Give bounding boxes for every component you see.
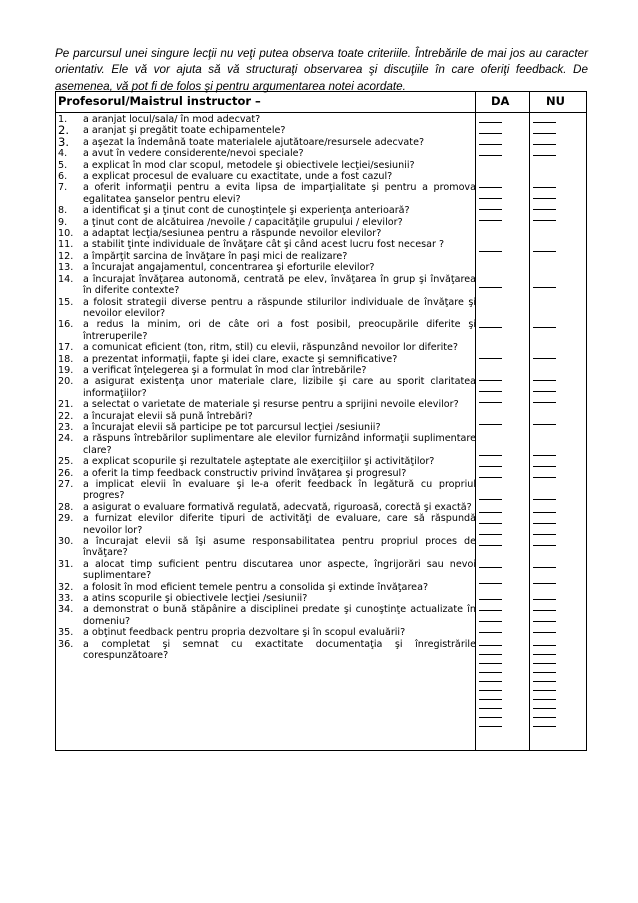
- da-answer-blank[interactable]: [479, 523, 502, 524]
- criterion-text: a obţinut feedback pentru propria dezvoltare şi în scopul evaluării?: [83, 627, 406, 639]
- nu-answer-blank[interactable]: [533, 610, 556, 611]
- nu-answer-blank[interactable]: [533, 251, 556, 252]
- criterion-row: [56, 559, 476, 582]
- criterion-text: a selectat o varietate de materiale şi resurse pentru a sprijini nevoile elevilor?: [83, 399, 459, 411]
- criterion-text: a împărţit sarcina de învăţare în paşi mici de realizare?: [83, 250, 348, 262]
- da-answer-blank[interactable]: [479, 187, 502, 188]
- criterion-row: [56, 262, 476, 273]
- criterion-number: 14.: [58, 273, 74, 285]
- da-answer-blank[interactable]: [479, 699, 502, 700]
- da-answer-blank[interactable]: [479, 220, 502, 221]
- da-answer-blank[interactable]: [479, 610, 502, 611]
- criterion-number: 32.: [58, 581, 74, 593]
- criterion-number: 4.: [58, 148, 68, 160]
- nu-answer-blank[interactable]: [533, 209, 556, 210]
- criterion-number: 30.: [58, 536, 74, 548]
- table-header-da: DA: [491, 94, 510, 108]
- criterion-number: 7.: [58, 182, 68, 194]
- nu-answer-blank[interactable]: [533, 477, 556, 478]
- criterion-number: 36.: [58, 638, 74, 650]
- header-divider: [56, 112, 586, 113]
- criterion-text: a folosit în mod eficient temele pentru a consolida şi extinde învăţarea?: [83, 581, 429, 593]
- criterion-number: 20.: [58, 376, 74, 388]
- criteria-table: [55, 91, 587, 751]
- da-answer-blank[interactable]: [479, 133, 502, 134]
- criterion-text: a asigurat existenţa unor materiale clare, lizibile şi care au sporit claritatea informaţiilor?: [83, 376, 476, 399]
- nu-answer-blank[interactable]: [533, 534, 556, 535]
- criterion-number: 2.: [58, 123, 70, 138]
- criterion-text: a furnizat elevilor diferite tipuri de activităţi de evaluare, care să răspundă nevoilor lor?: [83, 513, 476, 536]
- criterion-number: 22.: [58, 410, 74, 422]
- criterion-number: 3.: [58, 134, 70, 149]
- criterion-text: a verificat înţelegerea şi a formulat în mod clar întrebările?: [83, 364, 367, 376]
- criterion-row: [56, 365, 476, 376]
- nu-answer-blank[interactable]: [533, 327, 556, 328]
- nu-answer-blank[interactable]: [533, 220, 556, 221]
- criterion-number: 25.: [58, 456, 74, 468]
- criterion-number: 33.: [58, 593, 74, 605]
- nu-answer-blank[interactable]: [533, 699, 556, 700]
- criterion-number: 12.: [58, 250, 74, 262]
- criterion-text: a stabilit ţinte individuale de învăţare cât şi când acest lucru fost necesar ?: [83, 239, 445, 251]
- criterion-row: [56, 217, 476, 228]
- criterion-text: a completat şi semnat cu exactitate documentaţia şi înregistrările corespunzătoare?: [83, 638, 476, 662]
- criterion-number: 9.: [58, 216, 68, 228]
- da-answer-blank[interactable]: [479, 198, 502, 199]
- criteria-list: [56, 114, 476, 662]
- da-answer-blank[interactable]: [479, 708, 502, 709]
- criterion-number: 17.: [58, 342, 74, 354]
- da-answer-blank[interactable]: [479, 621, 502, 622]
- criterion-number: 29.: [58, 513, 74, 525]
- da-answer-blank[interactable]: [479, 402, 502, 403]
- criterion-number: 11.: [58, 239, 74, 251]
- criterion-row: [56, 604, 476, 627]
- criterion-row: [56, 433, 476, 456]
- criterion-text: a folosit strategii diverse pentru a răspunde stilurilor individuale de învăţare şi nevoilor elevilor?: [83, 296, 476, 319]
- da-answer-blank[interactable]: [479, 209, 502, 210]
- criterion-text: a încurajat angajamentul, concentrarea şi eforturile elevilor?: [83, 262, 375, 274]
- da-answer-blank[interactable]: [479, 632, 502, 633]
- criterion-text: a comunicat eficient (ton, ritm, stil) cu elevii, răspunzând nevoilor lor diferite?: [83, 342, 458, 354]
- criterion-row: [56, 354, 476, 365]
- criterion-row: [56, 627, 476, 638]
- criterion-text: a răspuns întrebărilor suplimentare ale elevilor furnizând informaţii suplimentare clare?: [83, 433, 476, 456]
- criterion-number: 26.: [58, 467, 74, 479]
- nu-answer-blank[interactable]: [533, 466, 556, 467]
- da-answer-blank[interactable]: [479, 455, 502, 456]
- criterion-text: a încurajat elevii să îşi asume responsabilitatea pentru propriul proces de învăţare?: [83, 536, 476, 559]
- da-answer-blank[interactable]: [479, 690, 502, 691]
- table-header-nu: NU: [546, 94, 565, 108]
- da-answer-blank[interactable]: [479, 512, 502, 513]
- criterion-row: [56, 239, 476, 250]
- nu-answer-blank[interactable]: [533, 287, 556, 288]
- criterion-row: [56, 593, 476, 604]
- criterion-row: [56, 399, 476, 410]
- nu-answer-blank[interactable]: [533, 583, 556, 584]
- nu-answer-blank[interactable]: [533, 380, 556, 381]
- criterion-row: [56, 582, 476, 593]
- da-answer-blank[interactable]: [479, 681, 502, 682]
- da-answer-blank[interactable]: [479, 327, 502, 328]
- nu-answer-blank[interactable]: [533, 358, 556, 359]
- criterion-row: [56, 148, 476, 159]
- criterion-text: a explicat scopurile şi rezultatele aşteptate ale exerciţiilor şi activităţilor?: [83, 456, 435, 468]
- criterion-row: [56, 479, 476, 502]
- nu-answer-blank[interactable]: [533, 632, 556, 633]
- criterion-number: 27.: [58, 479, 74, 490]
- criterion-row: [56, 456, 476, 467]
- criterion-row: [56, 502, 476, 513]
- nu-answer-blank[interactable]: [533, 621, 556, 622]
- criterion-row: [56, 297, 476, 320]
- criterion-text: a încurajat învăţarea autonomă, centrată pe elev, învăţarea în grup şi învăţarea în diferite contexte?: [83, 273, 476, 297]
- da-answer-blank[interactable]: [479, 717, 502, 718]
- criterion-text: a oferit la timp feedback constructiv privind învăţarea şi progresul?: [83, 467, 407, 479]
- nu-answer-blank[interactable]: [533, 672, 556, 673]
- criterion-row: [56, 536, 476, 559]
- nu-answer-blank[interactable]: [533, 726, 556, 727]
- criterion-row: [56, 274, 476, 297]
- criterion-number: 1.: [58, 114, 68, 125]
- criterion-text: a explicat procesul de evaluare cu exactitate, unde a fost cazul?: [83, 171, 393, 183]
- nu-answer-blank[interactable]: [533, 681, 556, 682]
- criterion-row: [56, 319, 476, 342]
- criterion-text: a redus la minim, ori de câte ori a fost posibil, preocupările diferite şi întreruperile?: [83, 319, 476, 342]
- nu-answer-blank[interactable]: [533, 155, 556, 156]
- criterion-text: a asigurat o evaluare formativă regulată, adecvată, riguroasă, corectă şi exactă?: [83, 501, 472, 513]
- criterion-number: 19.: [58, 364, 74, 376]
- da-answer-blank[interactable]: [479, 567, 502, 568]
- criterion-row: [56, 205, 476, 216]
- criterion-row: [56, 639, 476, 662]
- criterion-text: a alocat timp suficient pentru discutarea unor aspecte, îngrijorări sau nevoi suplimentare?: [83, 558, 476, 582]
- nu-answer-blank[interactable]: [533, 708, 556, 709]
- da-answer-blank[interactable]: [479, 663, 502, 664]
- criterion-number: 34.: [58, 604, 74, 616]
- da-answer-blank[interactable]: [479, 583, 502, 584]
- criterion-row: [56, 160, 476, 171]
- nu-answer-blank[interactable]: [533, 198, 556, 199]
- da-answer-blank[interactable]: [479, 499, 502, 500]
- criterion-row: [56, 376, 476, 399]
- intro-paragraph: Pe parcursul unei singure lecţii nu veţi putea observa toate criteriile. Întrebările de mai jos au caracter orientativ. Ele vă vor ajuta să vă structuraţi observarea şi discuţiile în care oferiţi feedback. De asemenea, vă pot fi de folos şi pentru argumentarea notei acordate.: [55, 47, 588, 93]
- criterion-text: a explicat în mod clar scopul, metodele şi obiectivele lecţiei/sesiunii?: [83, 159, 415, 171]
- da-answer-blank[interactable]: [479, 534, 502, 535]
- criterion-number: 23.: [58, 421, 74, 433]
- nu-answer-blank[interactable]: [533, 545, 556, 546]
- nu-answer-blank[interactable]: [533, 133, 556, 134]
- nu-answer-blank[interactable]: [533, 645, 556, 646]
- criterion-text: a ţinut cont de alcătuirea /nevoile / capacităţile grupului / elevilor?: [83, 216, 403, 228]
- column-divider: [529, 92, 530, 750]
- criterion-number: 5.: [58, 159, 68, 171]
- criterion-row: [56, 182, 476, 205]
- nu-answer-blank[interactable]: [533, 455, 556, 456]
- criterion-number: 24.: [58, 433, 74, 445]
- da-answer-blank[interactable]: [479, 122, 502, 123]
- nu-answer-blank[interactable]: [533, 663, 556, 664]
- da-answer-blank[interactable]: [479, 155, 502, 156]
- criterion-number: 15.: [58, 296, 74, 308]
- da-answer-blank[interactable]: [479, 466, 502, 467]
- nu-answer-blank[interactable]: [533, 599, 556, 600]
- da-answer-blank[interactable]: [479, 599, 502, 600]
- da-answer-blank[interactable]: [479, 477, 502, 478]
- nu-answer-blank[interactable]: [533, 717, 556, 718]
- criterion-row: [56, 171, 476, 182]
- da-answer-blank[interactable]: [479, 144, 502, 145]
- table-header-title: Profesorul/Maistrul instructor –: [58, 94, 261, 108]
- nu-answer-blank[interactable]: [533, 654, 556, 655]
- criterion-row: [56, 422, 476, 433]
- criterion-text: a implicat elevii în evaluare şi le-a oferit feedback în legătură cu propriul progres?: [83, 479, 476, 502]
- nu-answer-blank[interactable]: [533, 512, 556, 513]
- nu-answer-blank[interactable]: [533, 144, 556, 145]
- criterion-text: a aranjat locul/sala/ în mod adecvat?: [83, 114, 261, 125]
- criterion-text: a identificat şi a ţinut cont de cunoştinţele şi experienţa anterioară?: [83, 205, 410, 217]
- criterion-row: [56, 411, 476, 422]
- criterion-text: a atins scopurile şi obiectivele lecţiei /sesiunii?: [83, 593, 308, 605]
- criterion-text: a aranjat şi pregătit toate echipamentele?: [83, 125, 286, 137]
- da-answer-blank[interactable]: [479, 645, 502, 646]
- nu-answer-blank[interactable]: [533, 122, 556, 123]
- criterion-text: a demonstrat o bună stăpânire a disciplinei predate şi cunoştinţe actualizate în domeniu?: [83, 604, 476, 627]
- criterion-row: [56, 114, 476, 125]
- da-answer-blank[interactable]: [479, 672, 502, 673]
- nu-answer-blank[interactable]: [533, 499, 556, 500]
- criterion-number: 6.: [58, 171, 68, 183]
- nu-answer-blank[interactable]: [533, 391, 556, 392]
- criterion-row: [56, 468, 476, 479]
- criterion-number: 35.: [58, 627, 74, 639]
- criterion-text: a oferit informaţii pentru a evita lipsa de imparţialitate şi pentru a promova egalitatea şanselor pentru elevi?: [83, 182, 476, 205]
- criterion-row: [56, 513, 476, 536]
- da-answer-blank[interactable]: [479, 545, 502, 546]
- da-answer-blank[interactable]: [479, 654, 502, 655]
- da-answer-blank[interactable]: [479, 287, 502, 288]
- criterion-number: 21.: [58, 399, 74, 411]
- criterion-text: a încurajat elevii să participe pe tot parcursul lecţiei /sesiunii?: [83, 421, 381, 433]
- criterion-row: [56, 342, 476, 353]
- criterion-row: [56, 251, 476, 262]
- da-answer-blank[interactable]: [479, 391, 502, 392]
- criterion-text: a avut în vedere considerente/nevoi speciale?: [83, 148, 304, 160]
- criterion-row: [56, 134, 476, 149]
- da-answer-blank[interactable]: [479, 251, 502, 252]
- nu-answer-blank[interactable]: [533, 424, 556, 425]
- nu-answer-blank[interactable]: [533, 402, 556, 403]
- criterion-text: a încurajat elevii să pună întrebări?: [83, 410, 253, 422]
- da-answer-blank[interactable]: [479, 380, 502, 381]
- criterion-number: 10.: [58, 228, 74, 240]
- nu-answer-blank[interactable]: [533, 567, 556, 568]
- criterion-number: 16.: [58, 319, 74, 331]
- criterion-row: [56, 228, 476, 239]
- criterion-number: 18.: [58, 353, 74, 365]
- da-answer-blank[interactable]: [479, 424, 502, 425]
- criterion-text: a prezentat informaţii, fapte şi idei clare, exacte şi semnificative?: [83, 353, 398, 365]
- da-answer-blank[interactable]: [479, 358, 502, 359]
- criterion-text: a adaptat lecţia/sesiunea pentru a răspunde nevoilor elevilor?: [83, 228, 382, 240]
- nu-answer-blank[interactable]: [533, 690, 556, 691]
- criterion-number: 31.: [58, 558, 74, 570]
- criterion-row: [56, 125, 476, 136]
- nu-answer-blank[interactable]: [533, 523, 556, 524]
- criterion-number: 13.: [58, 262, 74, 274]
- criterion-text: a aşezat la îndemână toate materialele ajutătoare/resursele adecvate?: [83, 136, 425, 148]
- criterion-number: 8.: [58, 205, 68, 217]
- nu-answer-blank[interactable]: [533, 187, 556, 188]
- criterion-number: 28.: [58, 501, 74, 513]
- da-answer-blank[interactable]: [479, 726, 502, 727]
